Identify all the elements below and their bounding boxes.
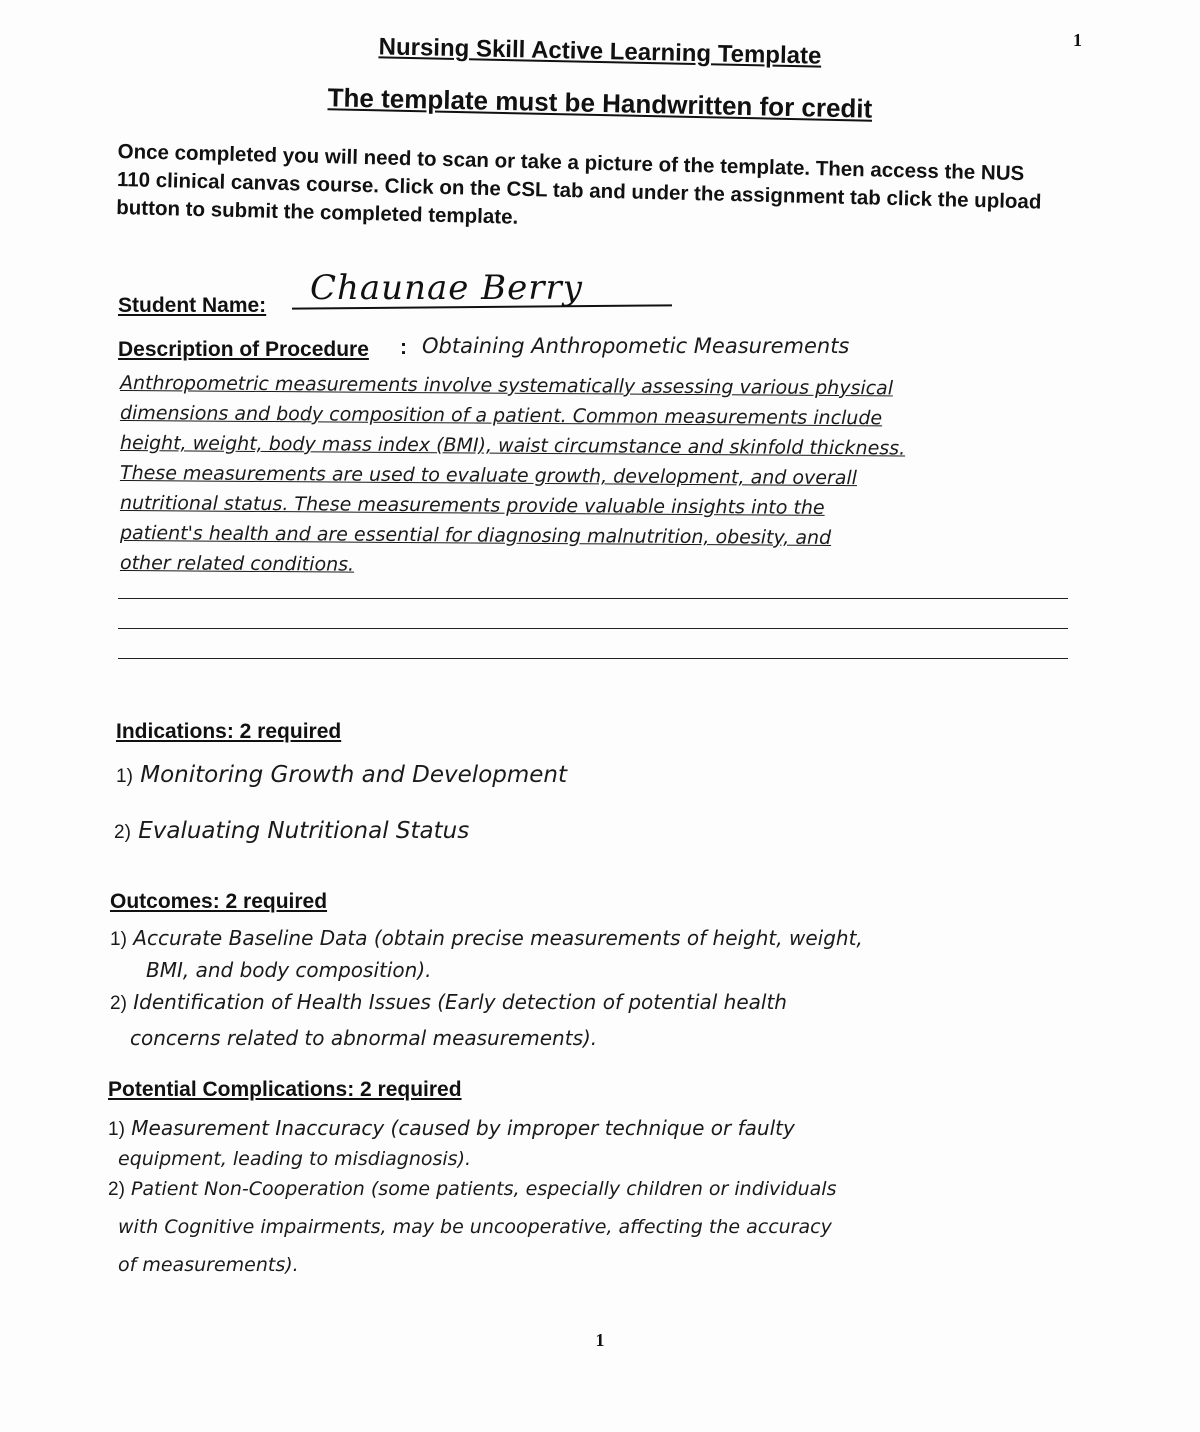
document-title: Nursing Skill Active Learning Template	[378, 33, 822, 70]
blank-rule	[118, 598, 1068, 599]
description-line: Anthropometric measurements involve systematically assessing various physical	[119, 372, 894, 400]
description-line: height, weight, body mass index (BMI), waist circumstance and skinfold thickness.	[119, 432, 906, 460]
student-name-value: Chaunae Berry	[310, 268, 583, 308]
outcomes-label: Outcomes: 2 required	[110, 890, 328, 913]
student-name-label: Student Name:	[118, 294, 267, 317]
indication-item: 2) Evaluating Nutritional Status	[114, 818, 470, 844]
description-line: dimensions and body composition of a patient. Common measurements include	[119, 402, 883, 430]
outcome-item-continued: BMI, and body composition).	[146, 958, 432, 982]
description-title-value: Obtaining Anthropometic Measurements	[422, 334, 850, 358]
description-line: patient's health and are essential for diagnosing malnutrition, obesity, and	[119, 522, 832, 549]
complication-item-continued: equipment, leading to misdiagnosis).	[118, 1148, 472, 1170]
page-number-bottom: 1	[595, 1330, 605, 1350]
page-number-top: 1	[1073, 30, 1082, 50]
outcome-item: 1) Accurate Baseline Data (obtain precise measurements of height, weight,	[110, 926, 863, 950]
description-label: Description of Procedure	[118, 338, 369, 361]
document-subtitle: The template must be Handwritten for credit	[327, 82, 873, 124]
complication-item-continued: with Cognitive impairments, may be uncooperative, affecting the accuracy	[118, 1216, 832, 1238]
description-line: These measurements are used to evaluate growth, development, and overall	[119, 462, 858, 490]
complication-item: 2) Patient Non-Cooperation (some patients, especially children or individuals	[108, 1178, 837, 1200]
description-line: other related conditions.	[119, 552, 355, 576]
outcome-item: 2) Identification of Health Issues (Early detection of potential health	[110, 990, 787, 1014]
blank-rule	[118, 628, 1068, 629]
description-colon: :	[400, 336, 407, 359]
complications-label: Potential Complications: 2 required	[108, 1078, 462, 1101]
blank-rule	[118, 658, 1068, 659]
outcome-item-continued: concerns related to abnormal measurements).	[130, 1026, 598, 1050]
indication-item: 1) Monitoring Growth and Development	[116, 762, 568, 788]
indications-label: Indications: 2 required	[116, 720, 342, 743]
complication-item: 1) Measurement Inaccuracy (caused by improper technique or faulty	[108, 1116, 795, 1140]
description-line: nutritional status. These measurements provide valuable insights into the	[119, 492, 825, 519]
complication-item-continued: of measurements).	[118, 1254, 299, 1276]
instructions-text: Once completed you will need to scan or take a picture of the template. Then access the NUS 110 clinical canvas course. Click on the CSL tab and under the assignment tab click the upload button to submit the completed template.	[116, 139, 1042, 229]
